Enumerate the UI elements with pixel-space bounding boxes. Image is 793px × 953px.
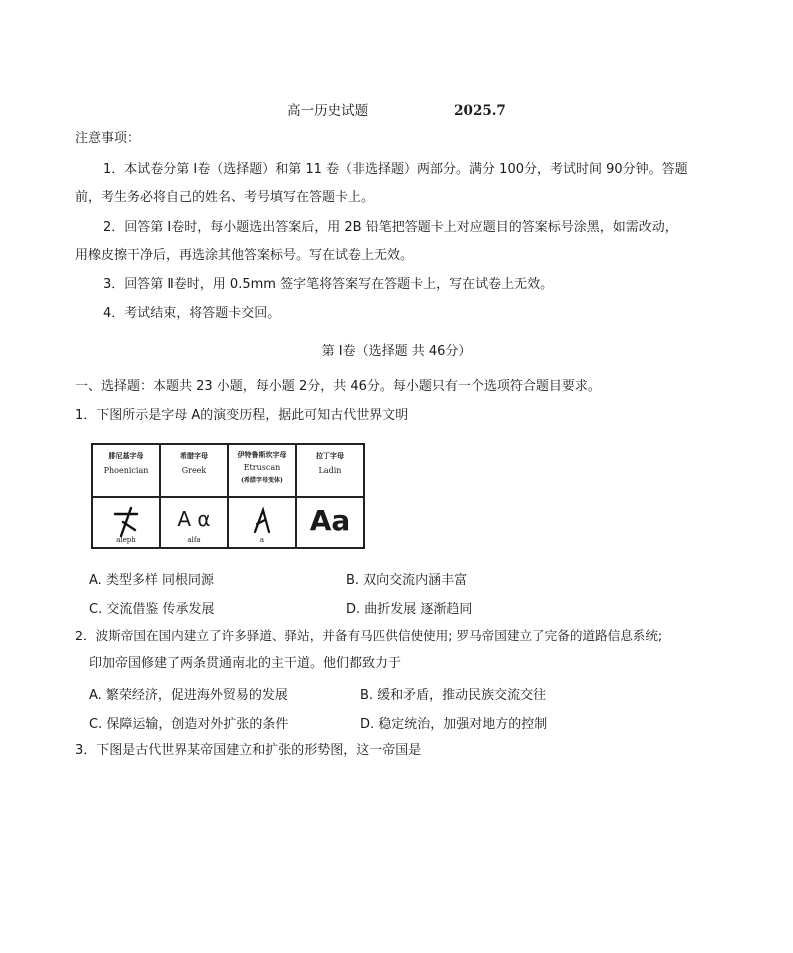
alphabet-evolution-table (91, 443, 365, 549)
notice-item-2-line-1: 2．回答第 I卷时，每小题选出答案后，用 2B 铅笔把答题卡上对应题目的答案标号涂黑，如需改动， (103, 220, 678, 235)
question-2-option-c: C. 保障运输，创造对外扩张的条件 (89, 717, 289, 732)
glyph-caption: aleph (116, 536, 136, 544)
column-header (297, 445, 363, 498)
question-1-option-a: A. 类型多样 同根同源 (89, 573, 215, 588)
notice-heading: 注意事项： (75, 131, 141, 146)
exam-title-text: 高一历史试题 (287, 103, 369, 119)
column-header-zh: 希腊字母 (180, 451, 208, 460)
greek-glyph: A α (177, 507, 211, 531)
question-2-option-a: A. 繁荣经济，促进海外贸易的发展 (89, 688, 288, 703)
notice-item-2-line-2: 用橡皮擦干净后，再选涂其他答案标号。写在试卷上无效。 (75, 248, 414, 263)
question-1-option-b: B. 双向交流内涵丰富 (346, 573, 468, 588)
column-header-zh: 伊特鲁斯坎字母 (237, 450, 287, 459)
question-2-option-d: D. 稳定统治，加强对地方的控制 (360, 717, 548, 732)
notice-item-1-line-2: 前，考生务必将自己的姓名、考号填写在答题卡上。 (75, 190, 375, 205)
column-header-en: Etruscan (243, 463, 281, 472)
column-header-en: Ladin (318, 466, 342, 475)
column-header (229, 445, 295, 498)
alphabet-column-phoenician (93, 445, 161, 547)
notice-item-1-line-1: 1．本试卷分第 I卷（选择题）和第 11 卷（非选择题）两部分。满分 100分，考试时间 90分钟。答题 (103, 162, 688, 177)
column-header-zh: 拉丁字母 (316, 451, 344, 460)
question-1-option-d: D. 曲折发展 逐渐趋同 (346, 602, 473, 617)
exam-title (0, 99, 793, 119)
question-1-option-c: C. 交流借鉴 传承发展 (89, 602, 215, 617)
question-3-stem: 3．下图是古代世界某帝国建立和扩张的形势图，这一帝国是 (75, 743, 422, 758)
notice-item-4: 4．考试结束，将答题卡交回。 (103, 306, 281, 321)
glyph-caption: a (259, 536, 265, 544)
question-2-stem-line-1: 2．波斯帝国在国内建立了许多驿道、驿站，并备有马匹供信使使用; 罗马帝国建立了完备的道路信息系统; (75, 628, 663, 643)
question-2-option-b: B. 缓和矛盾，推动民族交流交往 (360, 688, 547, 703)
column-body (229, 498, 295, 547)
column-header-en: Phoenician (103, 466, 149, 475)
latin-glyph: Aa (309, 504, 351, 537)
section-title: 第 I卷（选择题 共 46分） (321, 344, 472, 359)
alphabet-column-greek (161, 445, 229, 547)
column-header-zh: 腓尼基字母 (108, 451, 144, 460)
notice-item-3: 3．回答第 Ⅱ卷时，用 0.5mm 签字笔将答案写在答题卡上，写在试卷上无效。 (103, 277, 554, 292)
column-header (161, 445, 227, 498)
question-1-stem: 1．下图所示是字母 A的演变历程，据此可知古代世界文明 (75, 408, 409, 423)
alphabet-column-latin (297, 445, 363, 547)
column-header-sub: (希腊字母变体) (241, 477, 283, 484)
column-body (161, 498, 227, 547)
column-header-en: Greek (181, 466, 207, 475)
column-body (93, 498, 159, 547)
alphabet-column-etruscan (229, 445, 297, 547)
question-2-stem-line-2: 印加帝国修建了两条贯通南北的主干道。他们都致力于 (89, 656, 402, 671)
column-body (297, 498, 363, 547)
part-intro: 一、选择题：本题共 23 小题，每小题 2分，共 46分。每小题只有一个选项符合题目要求。 (75, 379, 601, 394)
column-header (93, 445, 159, 498)
exam-date: 2025.7 (454, 103, 506, 119)
glyph-caption: alfa (187, 536, 201, 544)
